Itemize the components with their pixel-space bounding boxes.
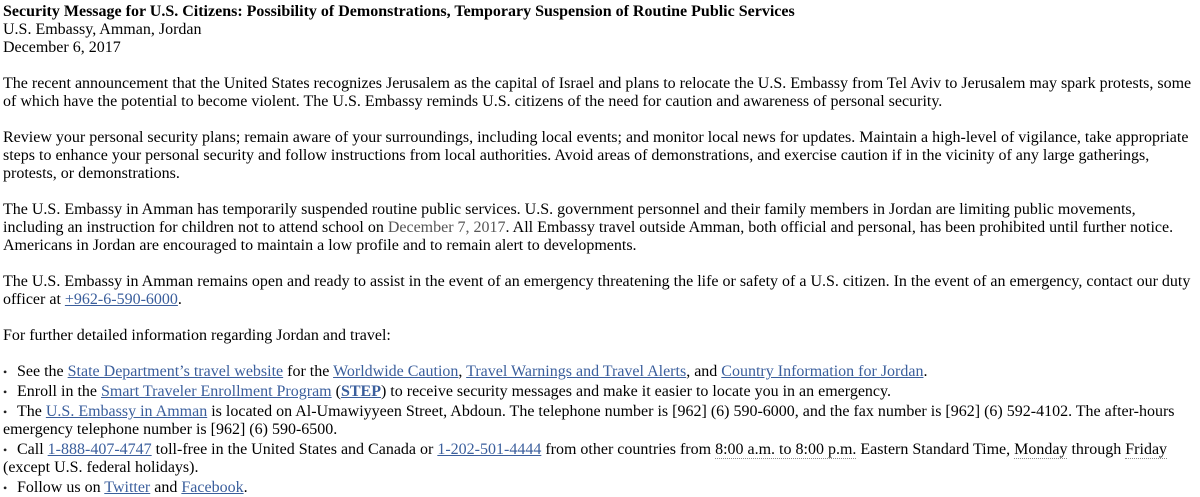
emergency-contact-text: The U.S. Embassy in Amman remains open and ready to assist in the event of an emergency threatening the life or safety of a U.S. citizen. In the event of an emergency, contact our duty officer at bbox=[3, 273, 1191, 308]
list-item-text: . bbox=[243, 479, 248, 496]
list-item-text: ) to receive security messages and make it easier to locate you in an emergency. bbox=[380, 383, 891, 400]
day-monday: Monday bbox=[1014, 441, 1068, 458]
bullet-icon: • bbox=[3, 385, 8, 399]
list-item-text: Eastern Standard Time, bbox=[856, 441, 1015, 458]
bullet-icon: • bbox=[3, 405, 8, 419]
list-item-text: The bbox=[17, 403, 46, 420]
us-embassy-amman-link[interactable]: U.S. Embassy in Amman bbox=[45, 403, 208, 420]
embassy-location: U.S. Embassy, Amman, Jordan bbox=[3, 21, 202, 38]
paragraph-security-plans: Review your personal security plans; remain aware of your surroundings, including local events; and monitor local news for updates. Maintain a high-level of vigilance, take appropriate steps to enhance your personal security and follow instructions from local authorities. Avoid areas of demonstrations, and exercise caution if in the vicinity of any large gatherings, protests, or demonstrations. bbox=[3, 129, 1189, 182]
list-item-text: through bbox=[1067, 441, 1126, 458]
list-item-text: from other countries from bbox=[541, 441, 716, 458]
list-item-text: Call bbox=[17, 441, 48, 458]
list-item-text: , bbox=[458, 363, 467, 380]
list-item-text: Follow us on bbox=[17, 479, 105, 496]
twitter-link[interactable]: Twitter bbox=[104, 479, 151, 496]
list-item-text: toll-free in the United States and Canada or bbox=[151, 441, 438, 458]
country-information-jordan-link[interactable]: Country Information for Jordan bbox=[721, 363, 924, 380]
suspended-services-text-start: The U.S. Embassy in Amman has temporarily suspended routine public services. U.S. government personnel and their family members in Jordan are limiting public movements, including an instruction for children not to attend school on bbox=[3, 201, 1136, 236]
list-item-text: Enroll in the bbox=[17, 383, 101, 400]
duty-officer-phone-link[interactable]: +962-6-590-6000 bbox=[64, 291, 178, 308]
paragraph-further-info: For further detailed information regarding Jordan and travel: bbox=[3, 327, 391, 344]
state-department-travel-website-link[interactable]: State Department’s travel website bbox=[67, 363, 284, 380]
info-bullet-list bbox=[3, 363, 1193, 497]
smart-traveler-program-link[interactable]: Smart Traveler Enrollment Program bbox=[100, 383, 332, 400]
message-title: Security Message for U.S. Citizens: Possibility of Demonstrations, Temporary Suspension of Routine Public Services bbox=[3, 3, 795, 20]
bullet-icon: • bbox=[3, 443, 8, 457]
paragraph-announcement: The recent announcement that the United States recognizes Jerusalem as the capital of Israel and plans to relocate the U.S. Embassy from Tel Aviv to Jerusalem may spark protests, some of which have the potential to become violent. The U.S. Embassy reminds U.S. citizens of the need for caution and awareness of personal security. bbox=[3, 75, 1192, 110]
bullet-icon: • bbox=[3, 481, 8, 495]
step-link[interactable]: STEP bbox=[340, 383, 381, 400]
list-item bbox=[3, 479, 1193, 497]
list-item-text: is located on Al-Umawiyyeen Street, Abdoun. The telephone number is [962] (6) 590-6000, and the fax number is [962] (6) 592-4102. The after-hours emergency telephone number is [962] (6) 590-6500. bbox=[3, 403, 1175, 438]
paragraph-suspended-services bbox=[3, 201, 1193, 255]
suspended-services-text-end: . All Embassy travel outside Amman, both official and personal, has been prohibited until further notice. Americans in Jordan are encouraged to maintain a low profile and to remain alert to developments. bbox=[3, 219, 1174, 254]
school-closure-date: December 7, 2017 bbox=[387, 219, 506, 236]
hours-range: 8:00 a.m. to 8:00 p.m. bbox=[715, 441, 857, 458]
list-item-text: See the bbox=[17, 363, 68, 380]
list-item-text: ( bbox=[331, 383, 341, 400]
list-item bbox=[3, 383, 1193, 401]
list-item-text: , and bbox=[686, 363, 722, 380]
day-friday: Friday bbox=[1125, 441, 1168, 458]
list-item-text: and bbox=[150, 479, 182, 496]
list-item-text: (except U.S. federal holidays). bbox=[3, 459, 199, 476]
emergency-contact-period: . bbox=[177, 291, 182, 308]
toll-free-phone-link[interactable]: 1-888-407-4747 bbox=[47, 441, 152, 458]
list-item bbox=[3, 403, 1193, 439]
list-item-text: for the bbox=[283, 363, 334, 380]
facebook-link[interactable]: Facebook bbox=[181, 479, 244, 496]
list-item bbox=[3, 441, 1193, 477]
paragraph-emergency-contact bbox=[3, 273, 1193, 309]
security-message-document bbox=[0, 3, 1193, 497]
bullet-icon: • bbox=[3, 365, 8, 379]
international-phone-link[interactable]: 1-202-501-4444 bbox=[437, 441, 542, 458]
list-item-text: . bbox=[923, 363, 928, 380]
message-date: December 6, 2017 bbox=[3, 39, 121, 56]
worldwide-caution-link[interactable]: Worldwide Caution bbox=[333, 363, 459, 380]
travel-warnings-alerts-link[interactable]: Travel Warnings and Travel Alerts bbox=[466, 363, 687, 380]
list-item bbox=[3, 363, 1193, 381]
